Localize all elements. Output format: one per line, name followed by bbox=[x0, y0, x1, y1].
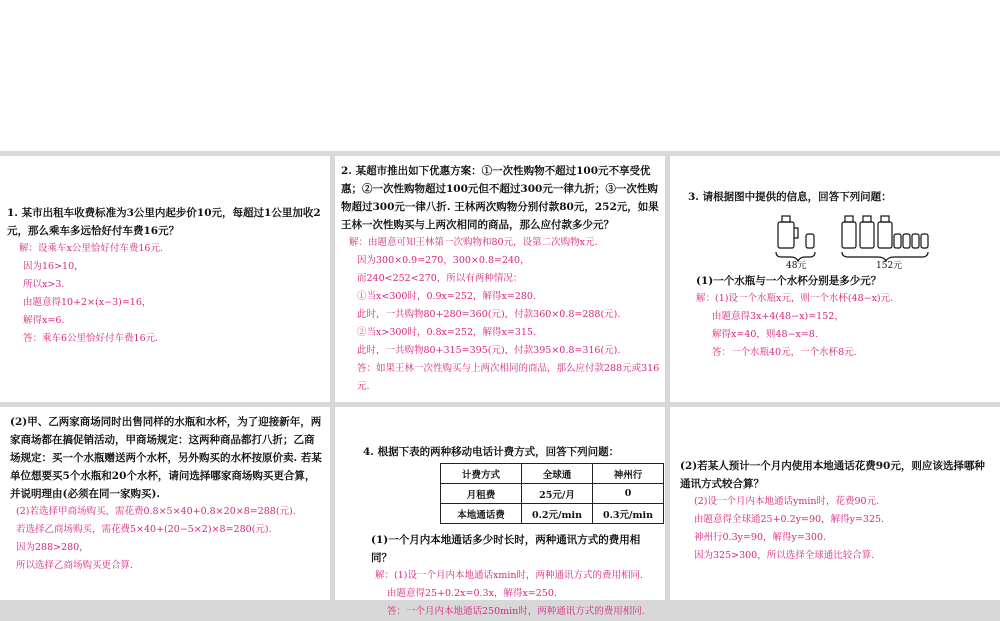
table-cell: 0.3元/min bbox=[593, 504, 664, 524]
panel-question-3 bbox=[670, 156, 1000, 402]
answer-line: (2)设一个月内本地通话ymin时，花费90元. bbox=[694, 496, 880, 507]
sub-question-1: (1)一个水瓶与一个水杯分别是多少元？ bbox=[696, 275, 882, 287]
answer-line: ①当x<300时，0.9x=252，解得x=280. bbox=[357, 291, 536, 302]
answer-line: 解：设乘车x公里恰好付车费16元. bbox=[19, 243, 163, 254]
sub-question-1: (1)一个月内本地通话多少时长时，两种通讯方式的费用相同？ bbox=[371, 534, 641, 564]
answer-line: 由题意得25+0.2x=0.3x，解得x=250. bbox=[387, 588, 557, 599]
answer-line: 答：乘车6公里恰好付车费16元. bbox=[23, 333, 159, 344]
figure-label-left: 48元 bbox=[786, 261, 807, 271]
table-cell: 神州行 bbox=[593, 464, 664, 484]
figure-label-right: 152元 bbox=[876, 261, 903, 271]
table-row bbox=[441, 484, 664, 504]
table-cell: 月租费 bbox=[441, 484, 522, 504]
panel-question-2 bbox=[335, 156, 665, 402]
table-cell: 本地通话费 bbox=[441, 504, 522, 524]
table-cell: 0.2元/min bbox=[522, 504, 593, 524]
answer-line: 由题意得3x+4(48−x)=152， bbox=[712, 311, 844, 322]
answer-line: 因为16>10， bbox=[23, 261, 84, 272]
panel-question-4 bbox=[335, 407, 665, 617]
table-cell: 0 bbox=[593, 484, 664, 504]
answer-line: 此时，一共购物80+280=360(元)，付款360×0.8=288(元). bbox=[357, 309, 621, 320]
table-header-row bbox=[441, 464, 664, 484]
answer-line: 答：一个月内本地通话250min时，两种通讯方式的费用相同. bbox=[387, 606, 645, 617]
question-4-text: 4. 根据下表的两种移动电话计费方式，回答下列问题： bbox=[363, 446, 620, 458]
answer-line: 所以选择乙商场购买更合算. bbox=[16, 560, 134, 571]
answer-line: 由题意得全球通25+0.2y=90，解得y=325. bbox=[694, 514, 885, 525]
question-2-text: 2. 某超市推出如下优惠方案：①一次性购物不超过100元不享受优惠；②一次性购物超过100元但不超过300元一律九折；③一次性购物超过300元一律八折. 王林两次购物分别付款80元，252元，如果王林一次性购买与上两次相同的商品，那么应付款多少元？ bbox=[341, 165, 659, 231]
top-blank-area bbox=[0, 0, 1000, 151]
question-1-text: 1. 某市出租车收费标准为3公里内起步价10元，每超过1公里加收2元，那么乘车多远恰好付车费16元？ bbox=[7, 207, 321, 237]
answer-line: 而240<252<270，所以有两种情况： bbox=[357, 273, 523, 284]
answer-line: 答：一个水瓶40元，一个水杯8元. bbox=[712, 347, 857, 358]
answer-line: 因为288>280， bbox=[16, 542, 89, 553]
answer-line: 解得x=40，则48−x=8. bbox=[712, 329, 818, 340]
panel-question-3-part-2 bbox=[0, 407, 330, 600]
answer-line: 因为325>300，所以选择全球通比较合算. bbox=[694, 550, 875, 561]
panel-question-4-part-2 bbox=[670, 407, 1000, 600]
answer-line: 解得x=6. bbox=[23, 315, 65, 326]
answer-line: 答：如果王林一次性购买与上两次相同的商品，那么应付款288元或316元. bbox=[357, 363, 660, 392]
table-row bbox=[441, 504, 664, 524]
table-cell: 全球通 bbox=[522, 464, 593, 484]
answer-line: 所以x>3. bbox=[23, 279, 65, 290]
answer-line: 此时，一共购物80+315=395(元)，付款395×0.8=316(元). bbox=[357, 345, 621, 356]
answer-line: (2)若选择甲商场购买，需花费0.8×5×40+0.8×20×8=288(元). bbox=[16, 506, 296, 517]
question-3-text: 3. 请根据图中提供的信息，回答下列问题： bbox=[688, 191, 892, 203]
answer-line: 由题意得10+2×(x−3)=16， bbox=[23, 297, 152, 308]
answer-line: 若选择乙商场购买，需花费5×40+(20−5×2)×8=280(元). bbox=[16, 524, 272, 535]
answer-line: 因为300×0.9=270，300×0.8=240， bbox=[357, 255, 530, 266]
table-cell: 25元/月 bbox=[522, 484, 593, 504]
fee-table bbox=[440, 463, 664, 524]
question-4-part-2-text: (2)若某人预计一个月内使用本地通话花费90元，则应该选择哪种通讯方式较合算？ bbox=[680, 460, 985, 490]
answer-line: 解：(1)设一个月内本地通话xmin时，两种通讯方式的费用相同. bbox=[375, 570, 643, 581]
question-3-part-2-text: (2)甲、乙两家商场同时出售同样的水瓶和水杯，为了迎接新年，两家商场都在搞促销活动，甲商场规定：这两种商品都打八折；乙商场规定：买一个水瓶赠送两个水杯，另外购买的水杯按原价卖. 若某单位想要买5个水瓶和20个水杯，请问选择哪家商场购买更合算，并说明理由(必须在同一家购买). bbox=[10, 416, 322, 500]
panel-question-1 bbox=[0, 156, 330, 402]
table-cell: 计费方式 bbox=[441, 464, 522, 484]
answer-line: 解：(1)设一个水瓶x元，则一个水杯(48−x)元. bbox=[696, 293, 894, 304]
answer-line: 神州行0.3y=90，解得y=300. bbox=[694, 532, 827, 543]
answer-line: ②当x>300时，0.8x=252，解得x=315. bbox=[357, 327, 536, 338]
answer-line: 解：由题意可知王林第一次购物和80元，设第二次购物x元. bbox=[349, 237, 598, 248]
